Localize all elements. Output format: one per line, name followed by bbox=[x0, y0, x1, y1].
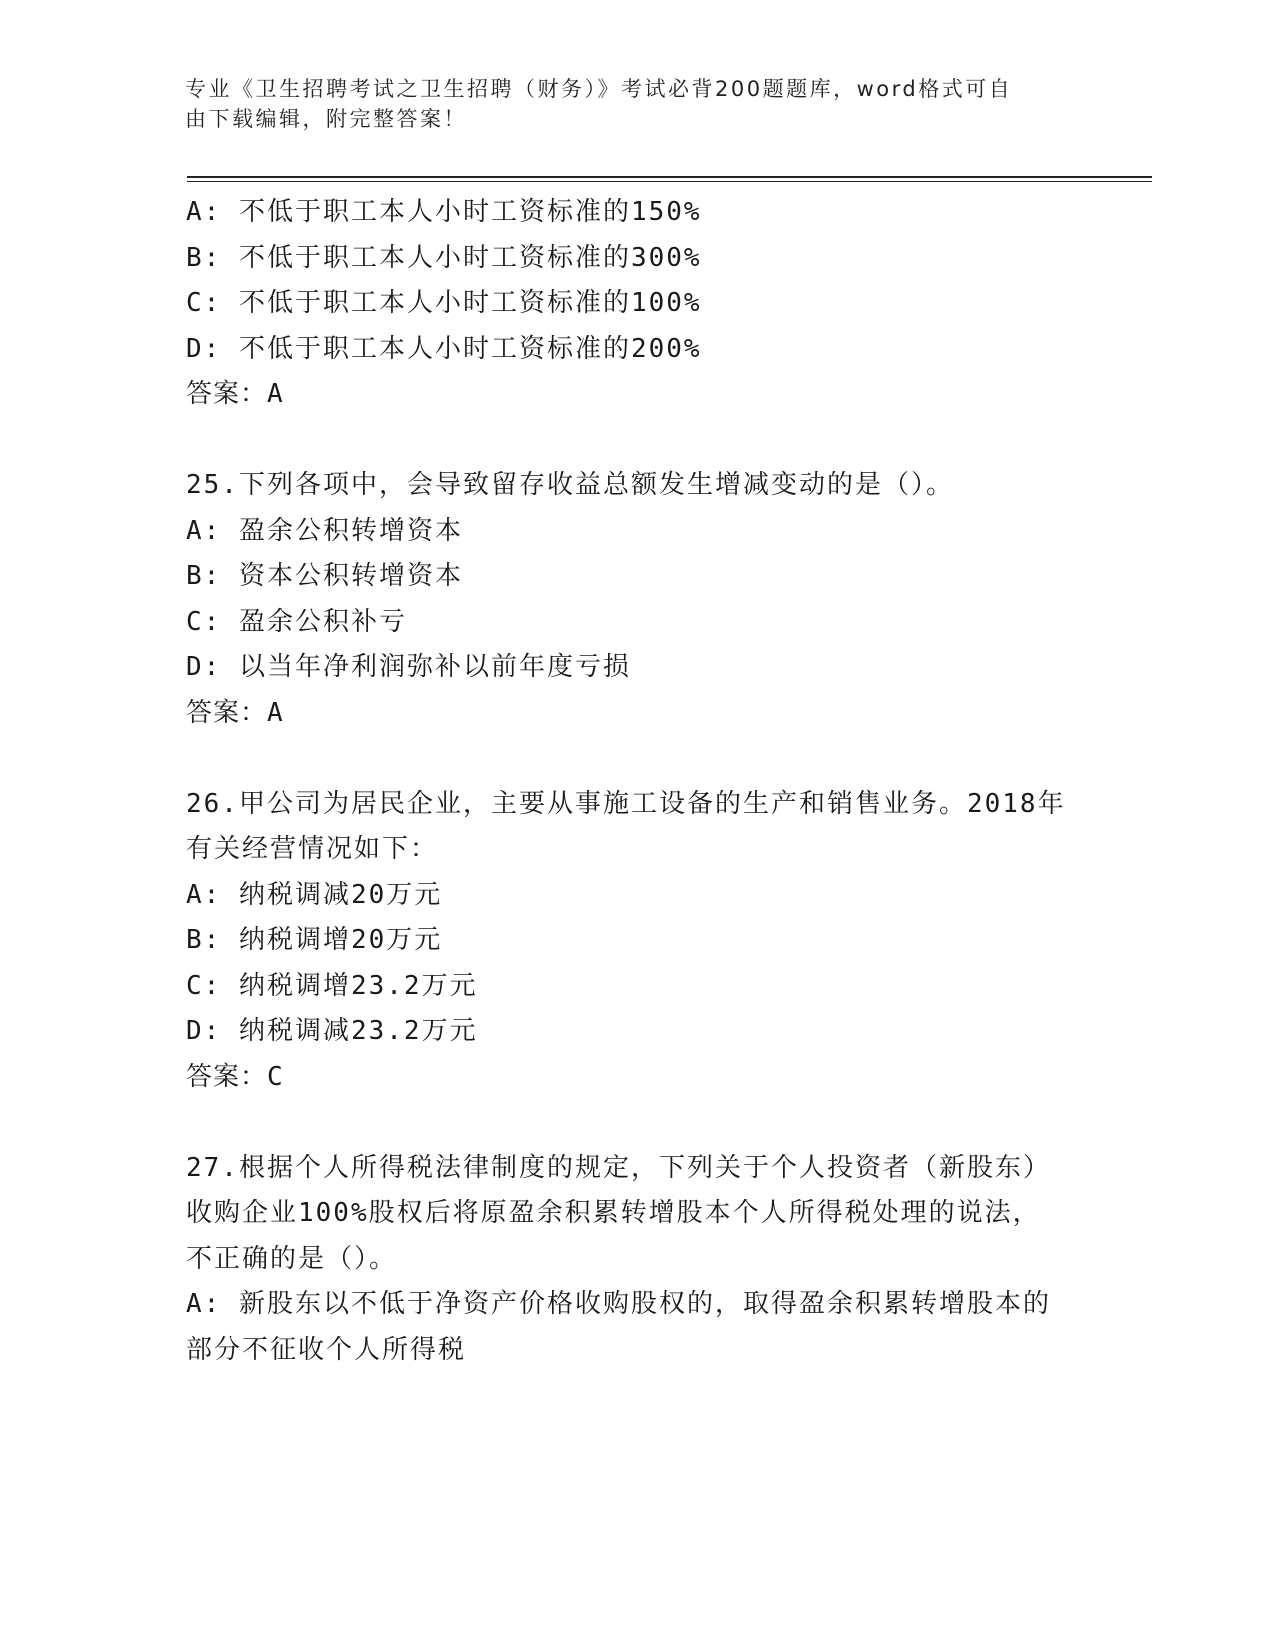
answer-line bbox=[186, 372, 1086, 418]
option-b: B: 不低于职工本人小时工资标准的300% bbox=[186, 242, 702, 273]
spacer bbox=[186, 736, 1086, 782]
header-divider-thick bbox=[187, 176, 1152, 178]
question-27 bbox=[186, 1146, 1086, 1374]
question-stem-line-2: 收购企业100%股权后将原盈余积累转增股本个人所得税处理的说法， bbox=[186, 1198, 1041, 1228]
answer-label: 答案： bbox=[186, 379, 268, 409]
spacer bbox=[186, 418, 1086, 464]
option-a: A: 不低于职工本人小时工资标准的150% bbox=[186, 197, 702, 227]
option-c: C: 盈余公积补亏 bbox=[186, 606, 407, 637]
option-a-line-1: A: 新股东以不低于净资产价格收购股权的，取得盈余积累转增股本的 bbox=[186, 1289, 1051, 1319]
question-list bbox=[186, 190, 1086, 1373]
option-d: D: 不低于职工本人小时工资标准的200% bbox=[186, 333, 702, 364]
option-a: A: 盈余公积转增资本 bbox=[186, 515, 463, 546]
question-stem-line-3: 不正确的是（）。 bbox=[186, 1243, 398, 1274]
option-b: B: 资本公积转增资本 bbox=[186, 561, 463, 591]
option-c: C: 不低于职工本人小时工资标准的100% bbox=[186, 288, 702, 318]
answer-line bbox=[186, 1055, 1086, 1101]
option-d: D: 以当年净利润弥补以前年度亏损 bbox=[186, 652, 631, 682]
question-stem-line-1: 26.甲公司为居民企业，主要从事施工设备的生产和销售业务。2018年 bbox=[186, 788, 1066, 819]
answer-value: A bbox=[267, 697, 284, 728]
option-b: B: 纳税调增20万元 bbox=[186, 925, 443, 955]
question-25 bbox=[186, 463, 1086, 736]
answer-label: 答案： bbox=[186, 1061, 268, 1092]
answer-label: 答案： bbox=[186, 697, 268, 728]
answer-value: A bbox=[267, 379, 284, 409]
answer-value: C bbox=[267, 1061, 284, 1092]
question-stem: 25.下列各项中，会导致留存收益总额发生增减变动的是（）。 bbox=[186, 470, 954, 500]
document-header bbox=[185, 74, 1065, 134]
option-a-line-2: 部分不征收个人所得税 bbox=[186, 1334, 467, 1365]
header-divider-thin bbox=[187, 181, 1152, 182]
option-c: C: 纳税调增23.2万元 bbox=[186, 970, 478, 1001]
question-stem-line-2: 有关经营情况如下： bbox=[186, 834, 439, 864]
question-stem-line-1: 27.根据个人所得税法律制度的规定，下列关于个人投资者（新股东） bbox=[186, 1152, 1051, 1183]
option-d: D: 纳税调减23.2万元 bbox=[186, 1016, 478, 1046]
header-line-1: 专业《卫生招聘考试之卫生招聘（财务）》考试必背200题题库，word格式可自 bbox=[185, 77, 1013, 101]
spacer bbox=[186, 1100, 1086, 1146]
option-a: A: 纳税调减20万元 bbox=[186, 879, 443, 910]
question-24 bbox=[186, 190, 1086, 418]
question-26 bbox=[186, 782, 1086, 1101]
answer-line bbox=[186, 691, 1086, 737]
header-line-2: 由下载编辑，附完整答案！ bbox=[185, 107, 467, 131]
